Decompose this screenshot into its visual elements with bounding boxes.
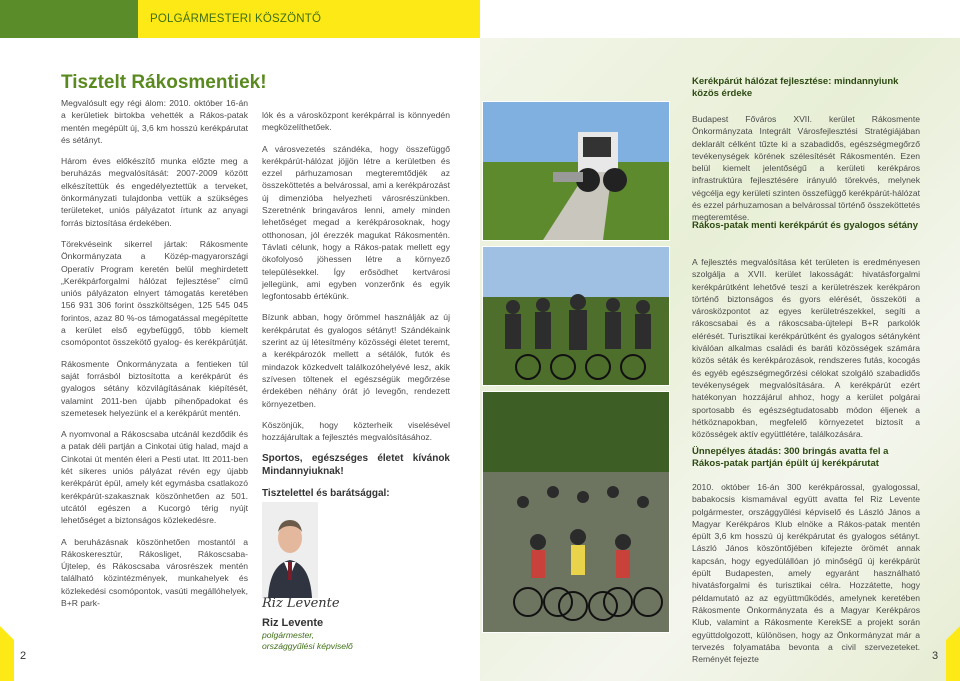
paragraph: A fejlesztés megvalósítása két területen is eredményesen szolgálja a XVII. kerület lakosságát: hivatásforgalmi kerékpárútként lehetővé teszi a kerületrészek kerékpáron történő biztonságos és gyors elérését, összeköti a városközpontot az egyes kerületrészekkel, segíti a rákoscsabai és a rákoscsaba-újtelepi B+R parkolók elérését. Turisztikai kerékpárútként és gyalogos sétányként kiválóan alkalmas családi és baráti közösségek számára közös séták és kerékpározások, rendszeres futás, kocogás és egyéb egészségmegőrzési célokat szolgáló szabadidős tevékenységek megvalósítására. A kerékpárút ezért hatékonyan hozzájárul ahhoz, hogy a kerület polgárai sportosabb és egészségtudatosabb módon éljenek a hétköznapokban, megfelelő környezetet biztosít a közösségek aktív együttlétére, találkozására.	[692, 257, 920, 440]
paragraph-network	[692, 113, 920, 224]
signer-role	[262, 630, 353, 652]
closing-wish: Sportos, egészséges életet kívánok Mindannyiuknak!	[262, 453, 450, 478]
paragraph: Törekvéseink sikerrel jártak: Rákosmente Önkormányzata a Közép-magyarországi Operatív Program keretén belül meghirdetett „Kerékpárforgalmi hálózat fejlesztése” című uniós pályázaton elnyert támogatás keretében 156 931 306 forint összköltségen, 125 545 045 forintos, azaz 80 %-os támogatással megépítette a kerület első egybefüggő, több kiemelt csomópontot összekötő gyalog- és kerékpárútját.	[61, 238, 248, 348]
left-column-2	[262, 109, 450, 509]
right-header-blank	[480, 0, 960, 38]
left-column-1	[61, 97, 248, 618]
paragraph: A nyomvonal a Rákoscsaba utcánál kezdődik és a patak déli partján a Cinkotai útig halad, majd a Cinkotai út mentén éleri a Pesti utat. Itt 2011-ben két sikeres uniós pályázat révén egy újabb kerékpárút épül, amely két egymásba csatlakozó kerékpárút-szakasznak köszönhetően az 501. utcától egészen a Kucorgó térig nyújt lehetőséget a biztonságos közlekedésre.	[61, 429, 248, 526]
paragraph: A városvezetés szándéka, hogy összefüggő kerékpárút-hálózat jöjjön létre a kerületben és ezzel párhuzamosan megteremtődjék az összeköttetés a belvárossal, ami a kerékpározást új dimenzióba helyezheti városrészünkben. Szeretnénk bringaváros lenni, amely minden lehetőséget megad a kerékpárosoknak, hogy otthonosan, jól érezzék magukat Rákosmentén. Távlati célunk, hogy a Rákos-patak mellett egy ökofolyosó jöhessen létre a környező településekkel. Így erősödhet kertvárosi jellegünk, ami egyben vonzerőnk és egyik legfontosabb értékünk.	[262, 143, 450, 302]
cyclists-group-scene	[483, 247, 669, 385]
left-corner-accent	[0, 626, 14, 681]
signer-name: Riz Levente	[262, 617, 324, 629]
right-corner-accent	[946, 626, 960, 681]
paragraph-opening	[692, 481, 920, 665]
header-green-block	[0, 0, 138, 38]
paragraph: Bízunk abban, hogy örömmel használják az új kerékpárutat és gyalogos sétányt! Szándékaink szerint az új létesítmény közösségi életet teremt, a kerékpározók mellett a sétálók, futók és mindazok közkedvelt találkozóhelyévé lesz, akik szívesen töltenek el egészségük megőrzése érdekében néhány órát jó levegőn, rendezett környezetben.	[262, 312, 450, 409]
paragraph: Megvalósult egy régi álom: 2010. október 16-án a kerületiek birtokba vehették a Rákos-patak mentén megépült új, 3,6 km hosszú kerékpárutat és sétányt.	[61, 98, 248, 145]
paragraph: lók és a városközpont kerékpárral is könnyedén megközelíthetőek.	[262, 110, 450, 133]
construction-scene	[483, 102, 669, 240]
page-number: 3	[932, 650, 939, 662]
cycling-crowd-scene	[483, 392, 669, 632]
paragraph: Budapest Főváros XVII. kerület Rákosmente Önkormányzata Integrált Városfejlesztési Stratégiájában deklarált célként tűzte ki a szabadidős, egészségmegőrző tevékenységek körének szélesítését Rákosmentén. Ezen belül kiemelt jelentőségű a kerületi kerékpáros infrastruktúra fejlesztésére irányuló törekvés, melynek végcélja egy kerületi szinten összefüggő kerékpárút-hálózat és ezzel párhuzamosan a belvárossal történő összeköttetés megteremtése.	[692, 114, 920, 223]
heading-opening: Ünnepélyes átadás: 300 bringás avatta fel a Rákos-patak partján épült új kerékpárutat	[692, 446, 889, 469]
signature: Riz Levente	[262, 596, 340, 611]
paragraph: Rákosmente Önkormányzata a fentieken túl saját forrásból biztosította a kerékpárút és gyalogos sétány közvilágításának kiépítését, valamint 2011-ben újabb pihenőpadokat és szemetesek helyezünk el a kerékpárút mentén.	[61, 358, 248, 418]
photo-cycling-crowd	[482, 391, 670, 633]
paragraph: 2010. október 16-án 300 kerékpárossal, gyalogossal, babakocsis kismamával együtt avatta fel Riz Levente polgármester, országgyűlési képviselő és László János a Magyar Kerékpáros Klub elnöke a Rákos-patak mentén épült 3,6 km hosszú új kerékpárutat és gyalogos sétányt. László János köszöntőjében kifejezte örömét annak kapcsán, hogy egyedülállóan jó minőségű új kerékpárút épült Budapesten, amely egyaránt használható hivatásforgalmi és turisztikai célra. Hozzátette, hogy példamutató az az együttműködés, amelynek keretében Rákosmente Önkormányzata és a Magyar Kerékpáros Klub, valamint a Rákosmente KerekSE a projekt során együttdolgozott, különösen, hogy az Önkormányzat már a tervezés folyamatába bevonta a civil szervezeteket. Reményét fejezte	[692, 482, 920, 665]
page-number: 2	[20, 650, 27, 662]
paragraph: A beruházásnak köszönhetően mostantól a Rákoskeresztúr, Rákosliget, Rákoscsaba-Újtelep, és Rákoscsaba városrészek mentén található közintézmények, munkahelyek és közlekedési csomópontok, vasúti megállóhelyek, B+R park-	[61, 536, 248, 608]
portrait-figure	[262, 502, 318, 598]
page-title: Tisztelt Rákosmentiek!	[61, 72, 267, 93]
section-label: POLGÁRMESTERI KÖSZÖNTŐ	[150, 13, 322, 25]
regards-line: Tisztelettel és barátsággal:	[262, 488, 390, 500]
paragraph: Köszönjük, hogy közterheik viselésével hozzájárultak a fejlesztés megvalósításához.	[262, 419, 450, 443]
photo-construction	[482, 101, 670, 241]
paragraph-rakos-patak	[692, 256, 920, 440]
photo-cyclists-group	[482, 246, 670, 386]
heading-rakos-patak: Rákos-patak menti kerékpárút és gyalogos sétány	[692, 220, 918, 231]
heading-network: Kerékpárút hálózat fejlesztése: mindannyiunk közös érdeke	[692, 76, 899, 99]
signer-role-line: országgyűlési képviselő	[262, 641, 353, 651]
mayor-portrait	[262, 502, 318, 598]
paragraph: Három éves előkészítő munka előzte meg a beruházás megvalósítását: 2007-2009 között elkészítettük és engedélyeztettük a terveket, önkormányzati tulajdonba vettük a szükséges területeket, uniós pályázatot írtunk az anyagi forrás biztosítása érdekében.	[61, 156, 248, 228]
signer-role-line: polgármester,	[262, 630, 315, 640]
